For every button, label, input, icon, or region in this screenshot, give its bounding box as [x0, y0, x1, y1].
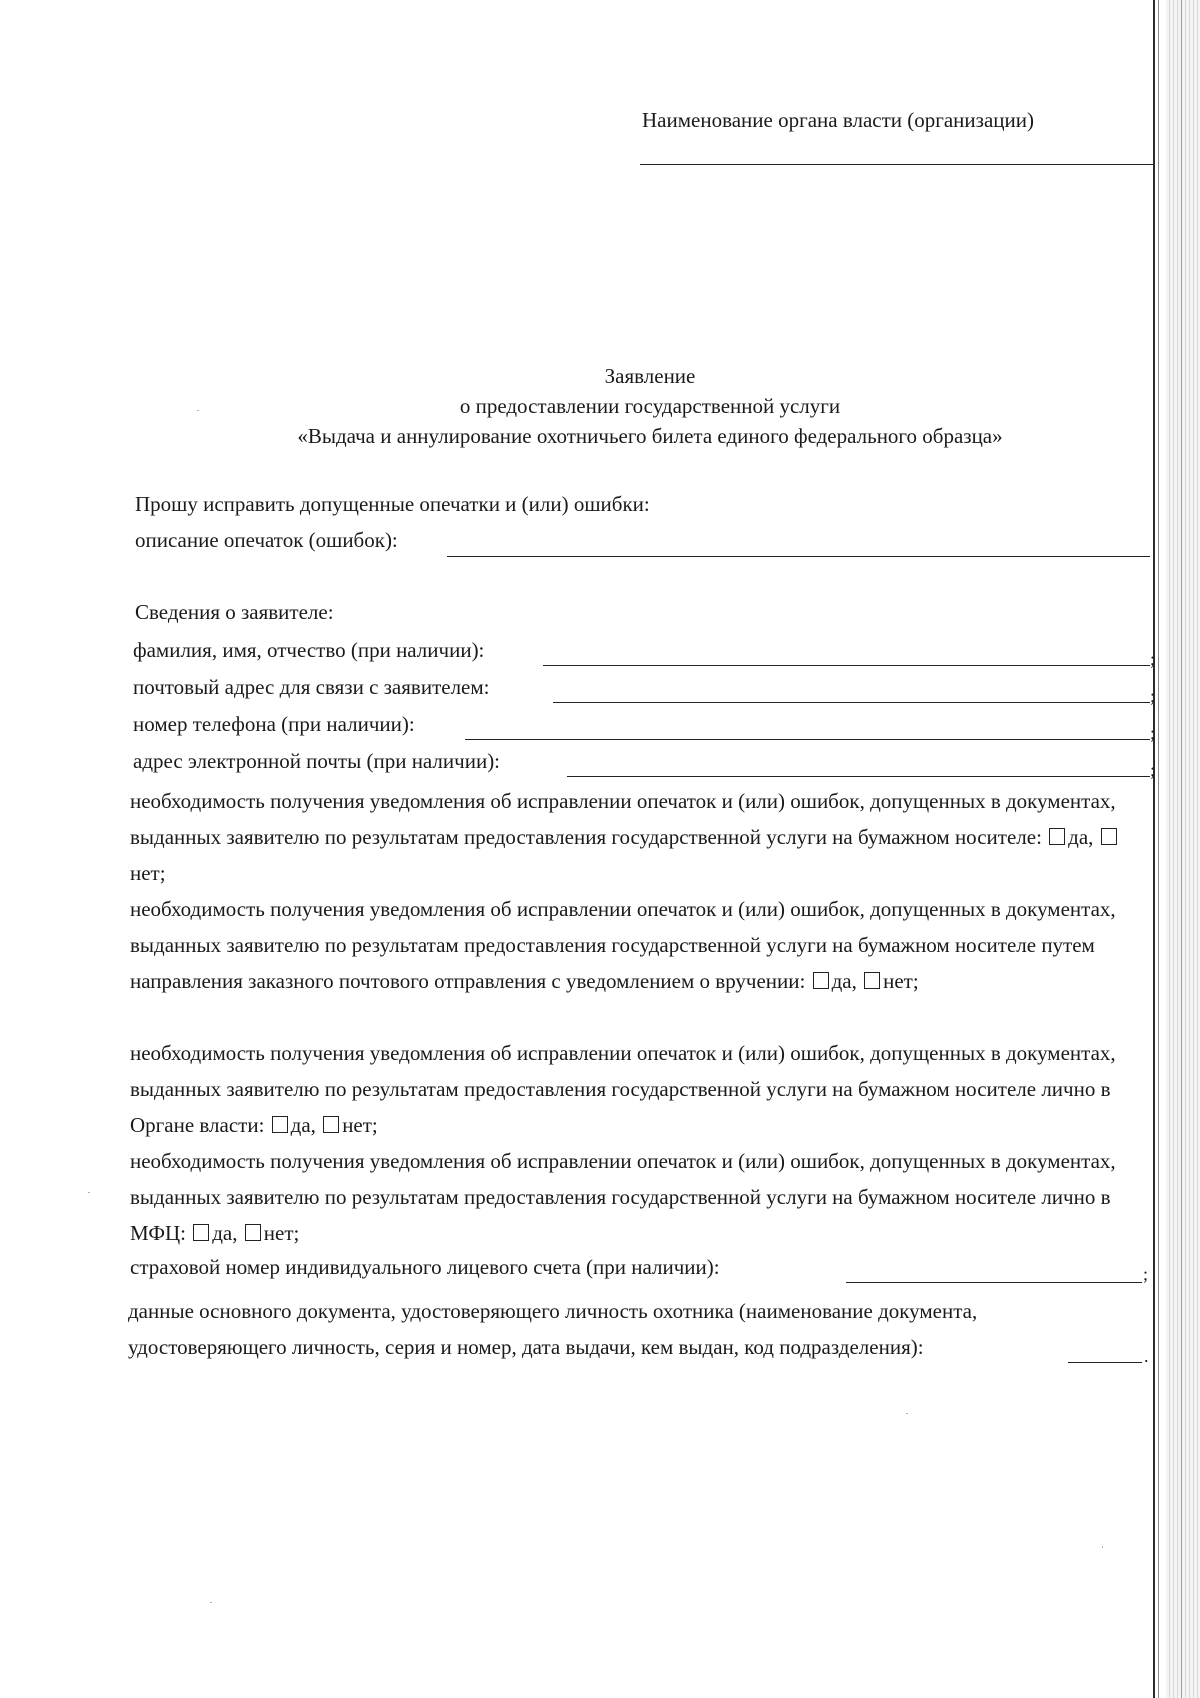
no-label: нет; [263, 1221, 300, 1245]
field-end-semicolon: ; [1143, 1264, 1149, 1284]
full-name-field[interactable] [543, 665, 1150, 666]
scan-speck [197, 410, 199, 411]
postal-address-label: почтовый адрес для связи с заявителем: [133, 675, 490, 699]
no-checkbox[interactable] [245, 1224, 261, 1241]
no-checkbox[interactable] [323, 1116, 339, 1133]
phone-label: номер телефона (при наличии): [133, 712, 415, 736]
scan-edge [1166, 0, 1200, 1698]
title-line-3: «Выдача и аннулирование охотничьего билета единого федерального образца» [297, 424, 1003, 448]
applicant-heading: Сведения о заявителе: [135, 600, 334, 624]
field-end-period: . [1144, 1346, 1149, 1366]
field-end-semicolon: ; [1150, 686, 1156, 706]
scan-speck [1102, 1546, 1103, 1548]
no-checkbox[interactable] [864, 972, 880, 989]
field-end-semicolon: ; [1150, 723, 1156, 743]
snils-label: страховой номер индивидуального лицевого счета (при наличии): [130, 1255, 720, 1279]
id-document-field[interactable] [1068, 1362, 1142, 1363]
title-line-2: о предоставлении государственной услуги [459, 394, 841, 418]
notification-registered-mail [130, 891, 1140, 999]
scan-edge [1158, 0, 1159, 1698]
yes-checkbox[interactable] [813, 972, 829, 989]
scan-edge [1153, 0, 1155, 1698]
yes-label: да, [1068, 825, 1094, 849]
yes-label: да, [290, 1113, 316, 1137]
full-name-label: фамилия, имя, отчество (при наличии): [133, 638, 485, 662]
authority-field[interactable] [640, 164, 1153, 165]
document-title [230, 361, 1070, 451]
no-label: нет; [342, 1113, 378, 1137]
id-document-line-1: данные основного документа, удостоверяющего личность охотника (наименование документа, [128, 1299, 978, 1323]
scan-speck [88, 1192, 90, 1193]
notification-text: необходимость получения уведомления об исправлении опечаток и (или) ошибок, допущенных в документах, выданных заявителю по результатам предоставления государственной услуги на бумажном носителе лично в МФЦ: [130, 1149, 1116, 1245]
notification-paper [130, 783, 1140, 891]
notification-text: необходимость получения уведомления об исправлении опечаток и (или) ошибок, допущенных в документах, выданных заявителю по результатам предоставления государственной услуги на бумажном носителе путем направления заказного почтового отправления с уведомлением о вручении: [130, 897, 1116, 993]
field-end-semicolon: ; [1150, 760, 1156, 780]
field-end-semicolon: ; [1150, 649, 1156, 669]
phone-field[interactable] [465, 739, 1150, 740]
yes-label: да, [212, 1221, 238, 1245]
postal-address-field[interactable] [553, 702, 1150, 703]
notification-text: необходимость получения уведомления об исправлении опечаток и (или) ошибок, допущенных в документах, выданных заявителю по результатам предоставления государственной услуги на бумажном носителе: [130, 789, 1116, 849]
notification-authority-in-person [130, 1035, 1140, 1143]
no-label: нет; [130, 861, 166, 885]
authority-label: Наименование органа власти (организации) [642, 108, 1034, 132]
id-document-line-2: удостоверяющего личность, серия и номер, дата выдачи, кем выдан, код подразделения): [128, 1335, 924, 1359]
notification-text: необходимость получения уведомления об исправлении опечаток и (или) ошибок, допущенных в документах, выданных заявителю по результатам предоставления государственной услуги на бумажном носителе лично в Органе власти: [130, 1041, 1116, 1137]
yes-checkbox[interactable] [193, 1224, 209, 1241]
yes-checkbox[interactable] [272, 1116, 288, 1133]
error-description-field[interactable] [447, 556, 1150, 557]
yes-checkbox[interactable] [1049, 828, 1065, 845]
no-label: нет; [883, 969, 919, 993]
email-label: адрес электронной почты (при наличии): [133, 749, 501, 773]
scan-speck [906, 1413, 908, 1414]
notification-mfc-in-person [130, 1143, 1140, 1251]
scan-speck [210, 1602, 212, 1603]
error-description-label: описание опечаток (ошибок): [135, 528, 398, 552]
request-intro: Прошу исправить допущенные опечатки и (или) ошибки: [135, 492, 650, 516]
email-field[interactable] [567, 776, 1150, 777]
snils-field[interactable] [846, 1282, 1142, 1283]
yes-label: да, [831, 969, 857, 993]
no-checkbox[interactable] [1101, 828, 1117, 845]
scan-edge [1181, 0, 1182, 1698]
title-line-1: Заявление [604, 364, 696, 388]
